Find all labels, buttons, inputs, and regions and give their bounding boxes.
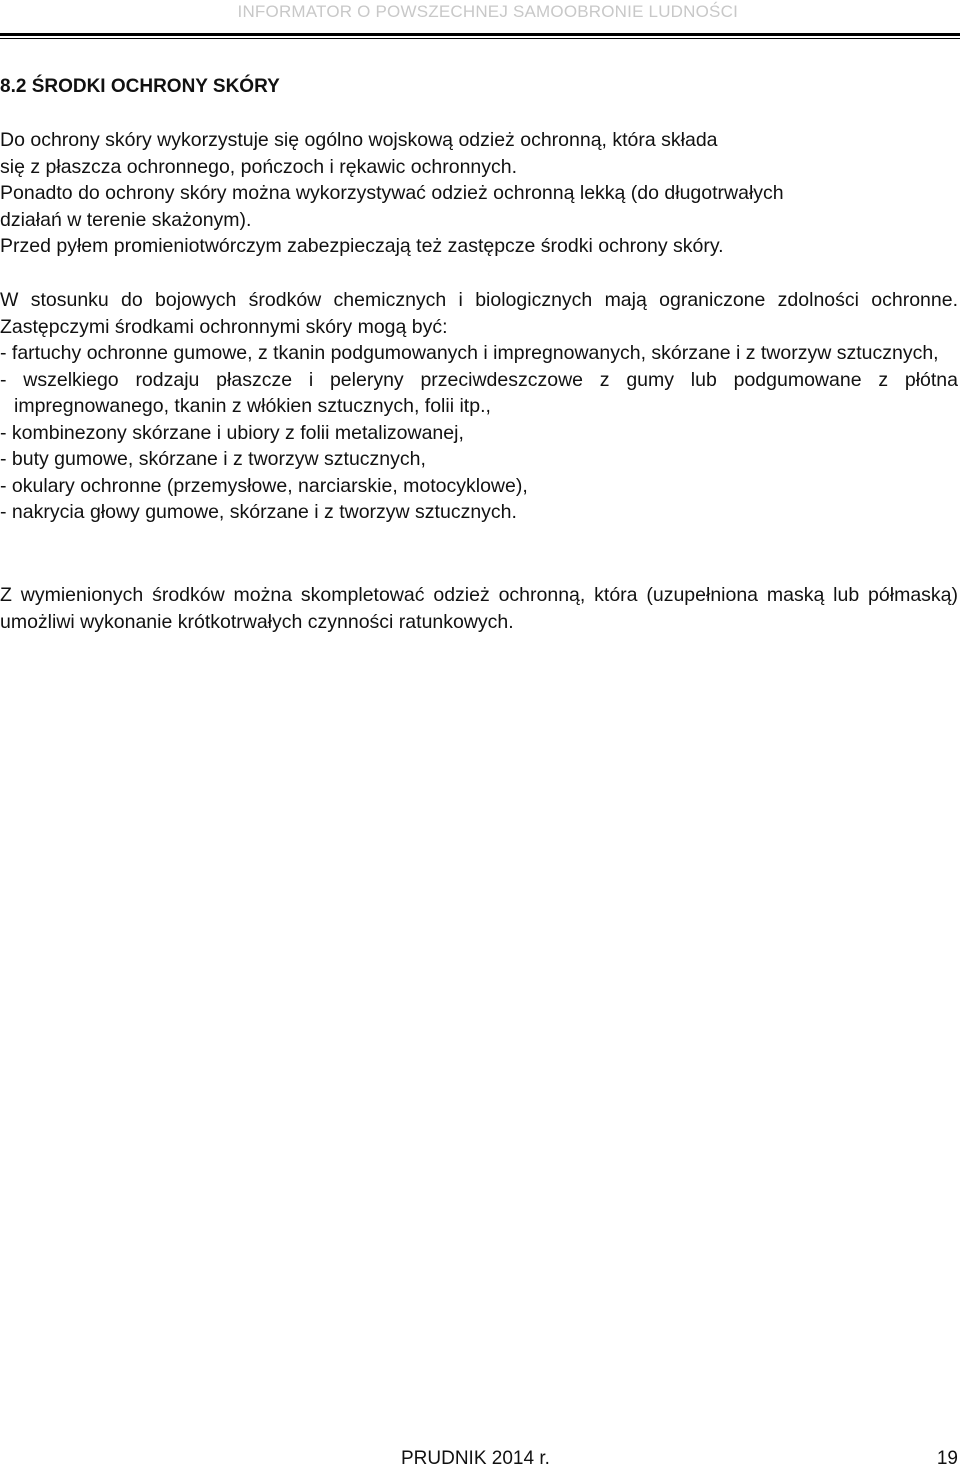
paragraph-line: działań w terenie skażonym). <box>0 208 252 231</box>
section-title: 8.2 ŚRODKI OCHRONY SKÓRY <box>0 76 280 97</box>
list-item: - fartuchy ochronne gumowe, z tkanin podgumowanych i impregnowanych, skórzane i z tworzyw sztucznych, <box>0 342 939 364</box>
list-item: - wszelkiego rodzaju płaszcze i peleryny przeciwdeszczowe z gumy lub podgumowane z płótna impregnowanego, tkanin z włókien sztucznych, folii itp., <box>0 368 958 417</box>
paragraph-line: się z płaszcza ochronnego, pończoch i rękawic ochronnych. <box>0 155 518 178</box>
list-item: - okulary ochronne (przemysłowe, narciarskie, motocyklowe), <box>0 474 528 497</box>
running-header: INFORMATOR O POWSZECHNEJ SAMOOBRONIE LUDNOŚCI <box>237 2 738 21</box>
paragraph-intro <box>0 127 958 260</box>
paragraph-line: Przed pyłem promieniotwórczym zabezpieczają też zastępcze środki ochrony skóry. <box>0 235 724 257</box>
paragraph-substitutes <box>0 287 958 526</box>
list-item: - buty gumowe, skórzane i z tworzyw sztucznych, <box>0 448 426 470</box>
paragraph-conclusion: Z wymienionych środków można skompletować odzież ochronną, która (uzupełniona maską lub półmaską) umożliwi wykonanie krótkotrwałych czynności ratunkowych. <box>0 584 958 633</box>
footer-publication: PRUDNIK 2014 r. <box>401 1448 550 1469</box>
header-rule-thick <box>0 33 960 36</box>
paragraph-substitutes-intro: W stosunku do bojowych środków chemicznych i biologicznych mają ograniczone zdolności ochronne. Zastępczymi środkami ochronnymi skóry mogą być: <box>0 289 958 338</box>
list-item: - kombinezony skórzane i ubiory z folii metalizowanej, <box>0 421 464 444</box>
list-item: - nakrycia głowy gumowe, skórzane i z tworzyw sztucznych. <box>0 501 517 523</box>
page-number: 19 <box>936 1448 958 1469</box>
paragraph-line: Do ochrony skóry wykorzystuje się ogólno wojskową odzież ochronną, która składa <box>0 129 718 151</box>
paragraph-line: Ponadto do ochrony skóry można wykorzystywać odzież ochronną lekką (do długotrwałych <box>0 182 784 204</box>
header-rule-thin <box>0 38 960 39</box>
